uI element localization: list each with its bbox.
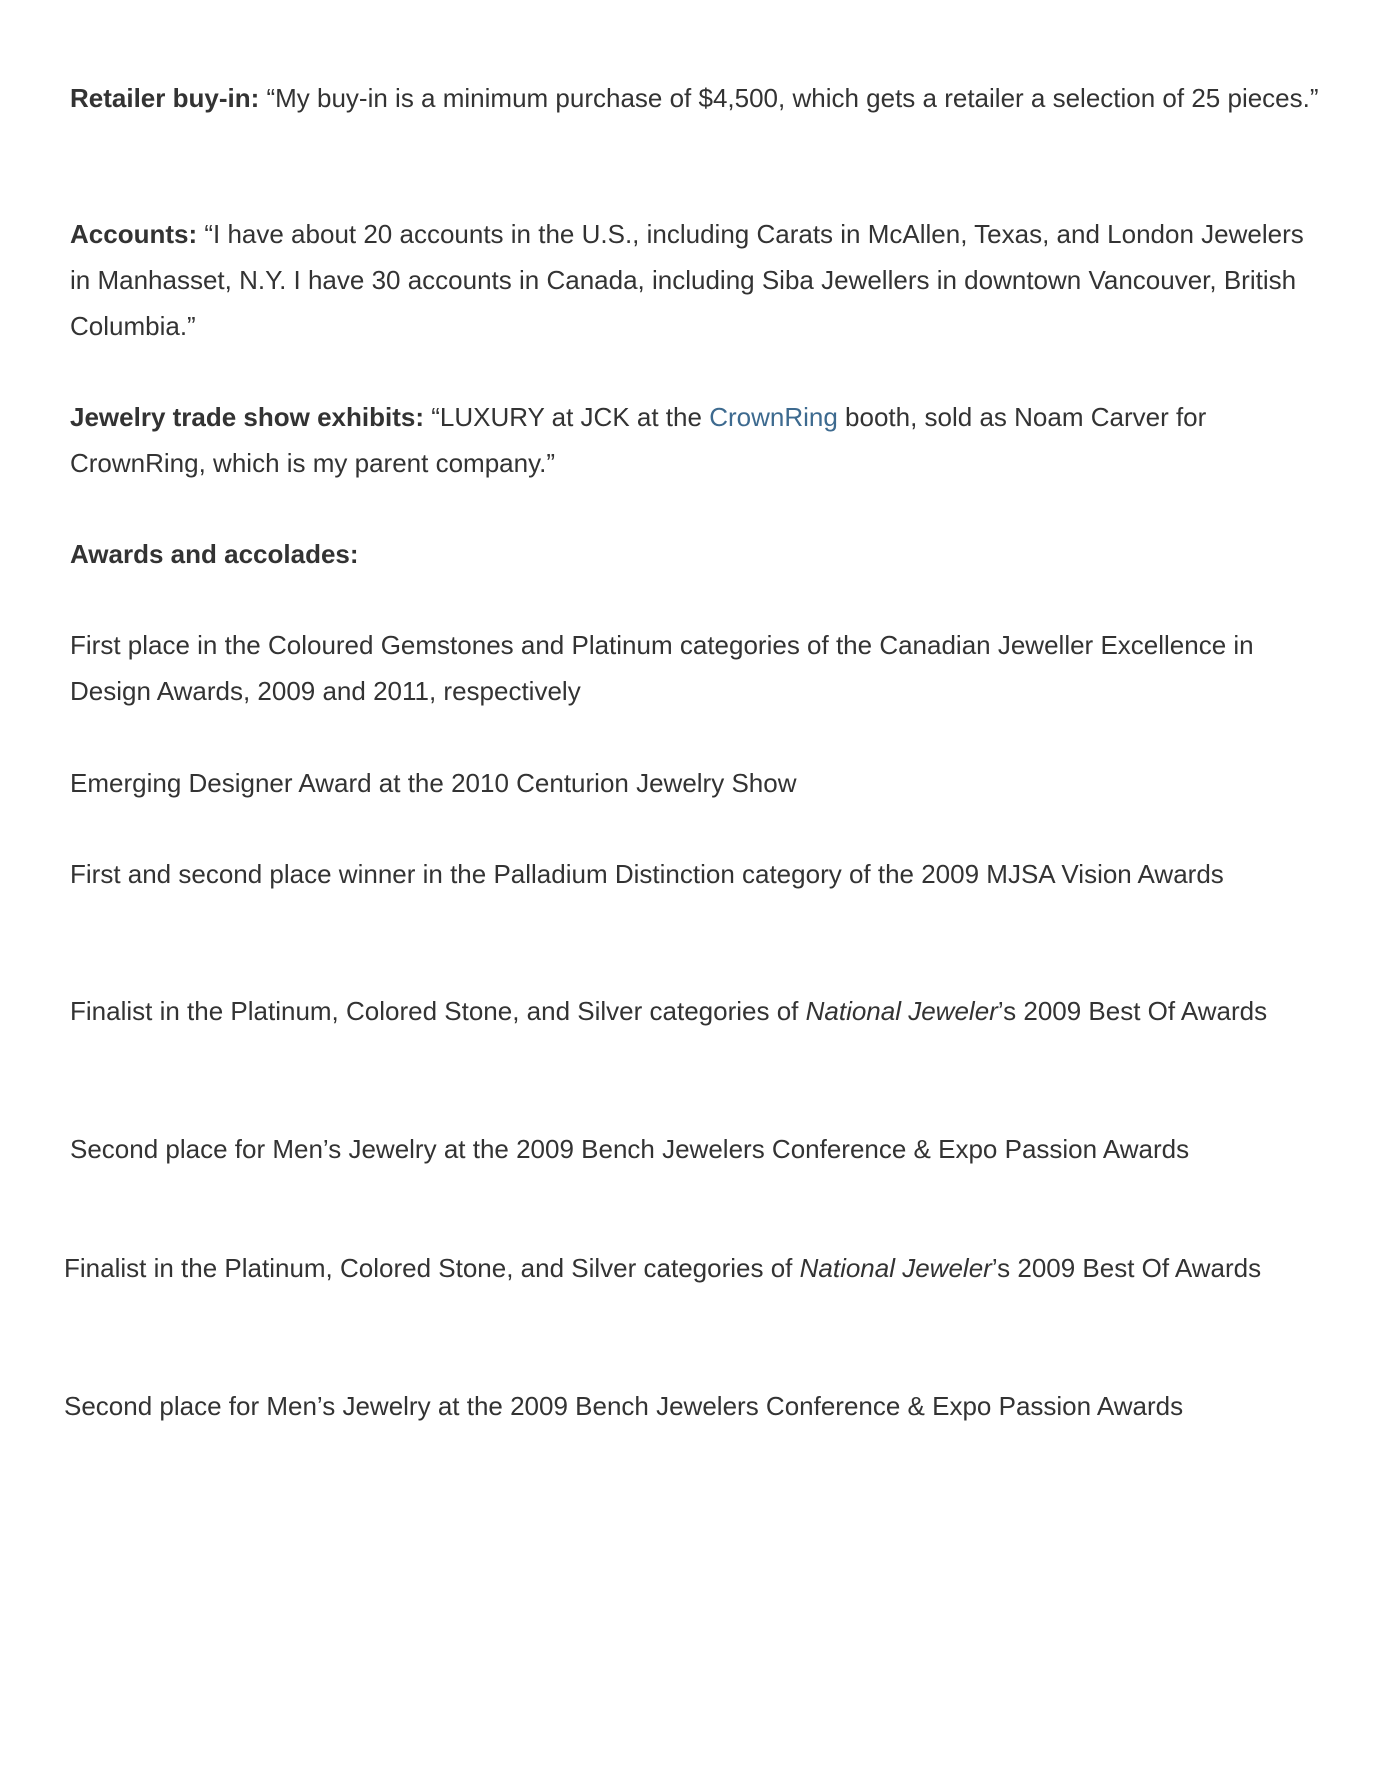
award-national-jeweler-after: ’s 2009 Best Of Awards [997, 996, 1268, 1026]
trade-show-paragraph [70, 394, 1320, 486]
award-national-jeweler-title: National Jeweler [805, 996, 998, 1026]
accounts-label: Accounts: [70, 219, 198, 249]
award-item-mjsa: First and second place winner in the Palladium Distinction category of the 2009 MJSA Vision Awards [70, 859, 1224, 889]
award-national-jeweler-before: Finalist in the Platinum, Colored Stone, and Silver categories of [70, 996, 806, 1026]
award-item-centurion: Emerging Designer Award at the 2010 Centurion Jewelry Show [70, 768, 797, 798]
award-item-national-jeweler [70, 988, 1320, 1034]
retailer-buy-in-text: “My buy-in is a minimum purchase of $4,500, which gets a retailer a selection of 25 pieces.” [259, 83, 1319, 113]
award-item-national-jeweler-repeat [64, 1245, 1314, 1291]
accounts-text: “I have about 20 accounts in the U.S., including Carats in McAllen, Texas, and London Jewelers in Manhasset, N.Y. I have 30 accounts in Canada, including Siba Jewellers in downtown Vancouver, British Columbia.” [70, 219, 1304, 341]
award-national-jeweler-repeat-after: ’s 2009 Best Of Awards [991, 1253, 1262, 1283]
award-item-bench-jewelers: Second place for Men’s Jewelry at the 2009 Bench Jewelers Conference & Expo Passion Awards [70, 1134, 1190, 1164]
retailer-buy-in-paragraph [70, 75, 1320, 121]
award-item-bench-jewelers-repeat: Second place for Men’s Jewelry at the 2009 Bench Jewelers Conference & Expo Passion Awards [64, 1391, 1184, 1421]
awards-heading: Awards and accolades: [70, 539, 359, 569]
award-national-jeweler-repeat-title: National Jeweler [799, 1253, 992, 1283]
trade-show-label: Jewelry trade show exhibits: [70, 402, 425, 432]
award-national-jeweler-repeat-before: Finalist in the Platinum, Colored Stone, and Silver categories of [64, 1253, 800, 1283]
trade-show-text-after: booth, sold as Noam Carver for CrownRing, which is my parent company.” [70, 402, 1207, 478]
retailer-buy-in-label: Retailer buy-in: [70, 83, 260, 113]
accounts-paragraph [70, 211, 1320, 349]
trade-show-text-before: “LUXURY at JCK at the [424, 402, 710, 432]
crownring-link[interactable]: CrownRing [709, 402, 838, 432]
award-item-canadian-jeweller: First place in the Coloured Gemstones and Platinum categories of the Canadian Jeweller Excellence in Design Awards, 2009 and 2011, respectively [70, 630, 1254, 706]
